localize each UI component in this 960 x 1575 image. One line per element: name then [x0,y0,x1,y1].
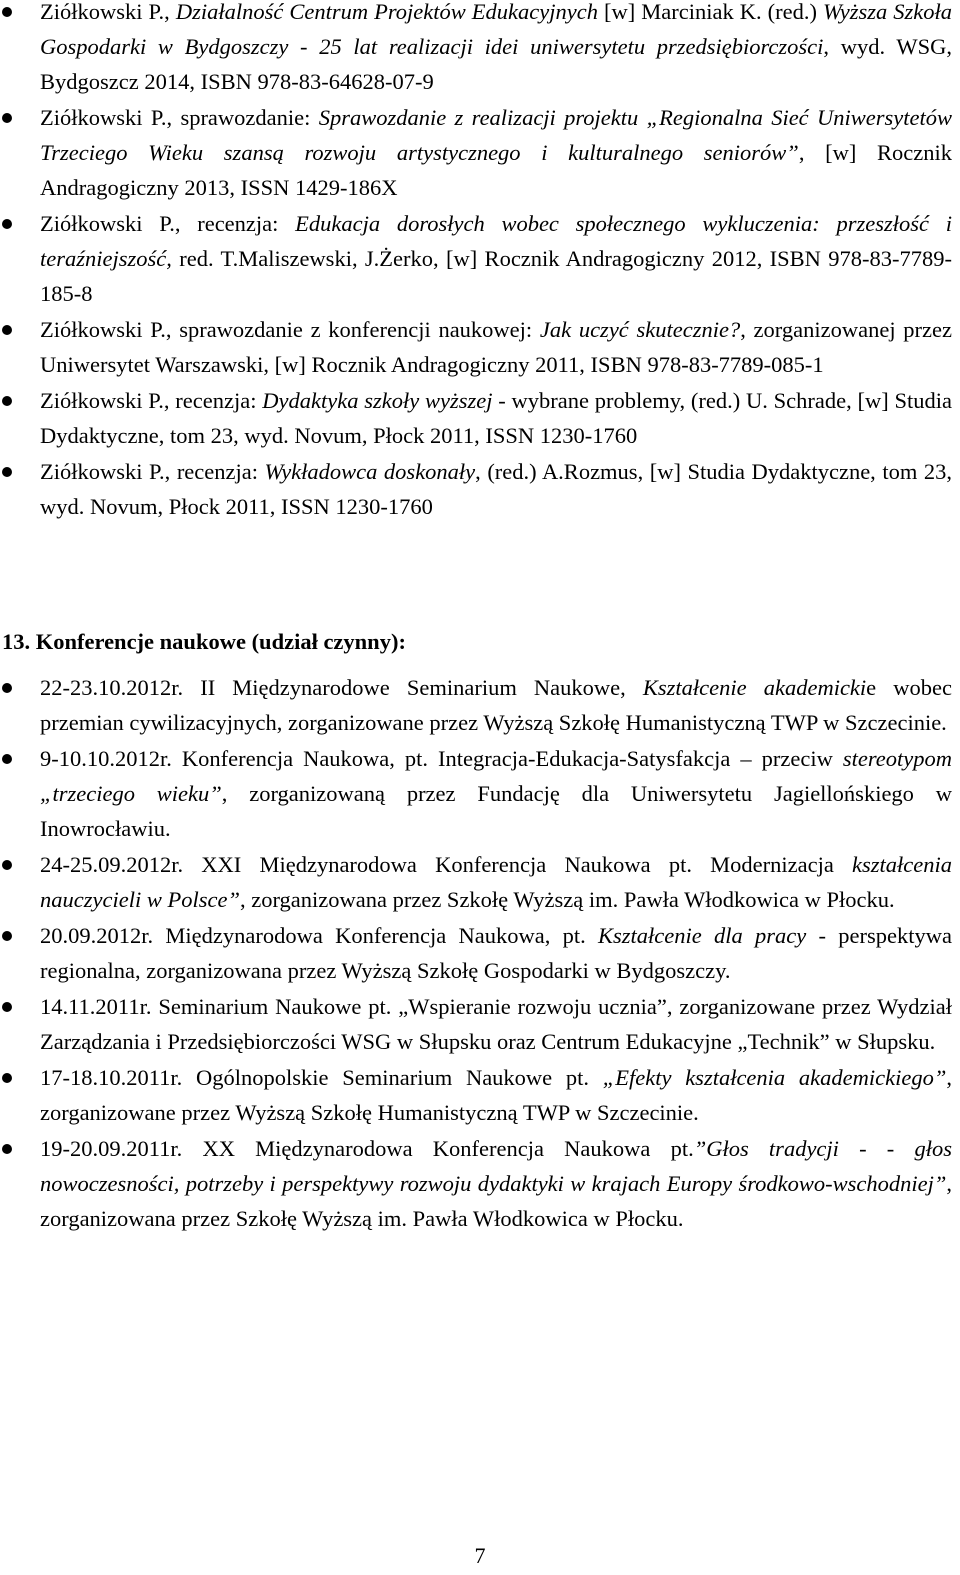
text: , zorganizowanej przez Uniwersytet Warszawski, [w] Rocznik Andragogiczny 2011, ISBN 978-83-7789-085-1 [40,317,952,377]
italic-text: Wykładowca doskonały [264,459,476,484]
text: Ziółkowski P., recenzja: [40,459,265,484]
text: 14.11.2011r. Seminarium Naukowe pt. „Wspieranie rozwoju ucznia”, zorganizowane przez Wydział Zarządzania i Przedsiębiorczości WSG w Słupsku oraz Centrum Edukacyjne „Technik” w Słupsku. [40,994,952,1054]
list-item [0,918,960,988]
italic-text: stereotypom „trzeciego wieku” [40,746,952,806]
list-item [0,312,960,382]
list-item [0,847,960,917]
text: , wyd. WSG, Bydgoszcz 2014, ISBN 978-83-64628-07-9 [40,34,952,94]
text: [w] Marciniak K. (red.) [597,0,824,24]
list-item [0,100,960,205]
list-item [0,741,960,846]
italic-text: Kształcenie akademicki [642,675,867,700]
text: 9-10.10.2012r. Konferencja Naukowa, pt. Integracja-Edukacja-Satysfakcja – przeciw [40,746,843,771]
text: 20.09.2012r. Międzynarodowa Konferencja Naukowa, pt. [40,923,599,948]
conferences-section [0,670,960,1236]
italic-text: Dydaktyka szkoły wyższej [262,388,493,413]
text: Ziółkowski P., [40,0,176,24]
list-item [0,0,960,99]
text: Ziółkowski P., sprawozdanie: [40,105,319,130]
text: Ziółkowski P., sprawozdanie z konferencji naukowej: [40,317,540,342]
italic-text: Wyższa Szkoła Gospodarki w Bydgoszczy - 25 lat realizacji idei uniwersytetu przedsiębiorczości [40,0,952,59]
text: - wybrane problemy, (red.) U. Schrade, [w] Studia Dydaktyczne, tom 23, wyd. Novum, Płock 2011, ISSN 1230-1760 [40,388,952,448]
list-item [0,989,960,1059]
text: , zorganizowana przez Szkołę Wyższą im. Pawła Włodkowica w Płocku. [40,1171,952,1231]
section-heading: 13. Konferencje naukowe (udział czynny): [2,629,406,654]
text: , zorganizowana przez Szkołę Wyższą im. Pawła Włodkowica w Płocku. [239,887,895,912]
text: 17-18.10.2011r. Ogólnopolskie Seminarium Naukowe pt. [40,1065,603,1090]
italic-text: kształcenia nauczycieli w Polsce” [40,852,952,912]
text: Ziółkowski P., recenzja: [40,211,296,236]
list-item [0,383,960,453]
italic-text: Działalność Centrum Projektów Edukacyjnych [175,0,598,24]
page-number: 7 [474,1543,486,1568]
italic-text: Jak uczyć skutecznie? [539,317,741,342]
italic-text: ”Głos tradycji - - głos nowoczesności, potrzeby i perspektywy rozwoju dydaktyki w krajach Europy środkowo-wschodniej” [40,1136,952,1196]
publications-section [0,0,960,524]
conferences-list [0,670,960,1236]
text: 19-20.09.2011r. XX Międzynarodowa Konferencja Naukowa pt. [40,1136,694,1161]
text: 24-25.09.2012r. XXI Międzynarodowa Konferencja Naukowa pt. Modernizacja [40,852,853,877]
italic-text: „Efekty kształcenia akademickiego” [602,1065,947,1090]
text: , zorganizowaną przez Fundację dla Uniwersytetu Jagiellońskiego w Inowrocławiu. [40,781,952,841]
text: , (red.) A.Rozmus, [w] Studia Dydaktyczne, tom 23, wyd. Novum, Płock 2011, ISSN 1230-1760 [40,459,952,519]
text: , zorganizowane przez Wyższą Szkołę Humanistyczną TWP w Szczecinie. [40,1065,952,1125]
text: Ziółkowski P., recenzja: [40,388,263,413]
list-item [0,454,960,524]
text: - perspektywa regionalna, zorganizowana przez Wyższą Szkołę Gospodarki w Bydgoszczy. [40,923,952,983]
italic-text: Sprawozdanie z realizacji projektu „Regionalna Sieć Uniwersytetów Trzeciego Wieku szansą rozwoju artystycznego i kulturalnego seniorów” [40,105,952,165]
list-item [0,206,960,311]
list-item [0,1060,960,1130]
publications-list [0,0,960,524]
text: , [w] Rocznik Andragogiczny 2013, ISSN 1429-186X [40,140,953,200]
text: red. T.Maliszewski, J.Żerko, [w] Rocznik Andragogiczny 2012, ISBN 978-83-7789-185-8 [40,246,952,306]
text: 22-23.10.2012r. II Międzynarodowe Seminarium Naukowe, [40,675,643,700]
list-item [0,1131,960,1236]
list-item [0,670,960,740]
italic-text: Edukacja dorosłych wobec społecznego wykluczenia: przeszłość i teraźniejszość, [40,211,952,271]
text: e wobec przemian cywilizacyjnych, zorganizowane przez Wyższą Szkołę Humanistyczną TWP w Szczecinie. [40,675,952,735]
italic-text: Kształcenie dla pracy [598,923,807,948]
